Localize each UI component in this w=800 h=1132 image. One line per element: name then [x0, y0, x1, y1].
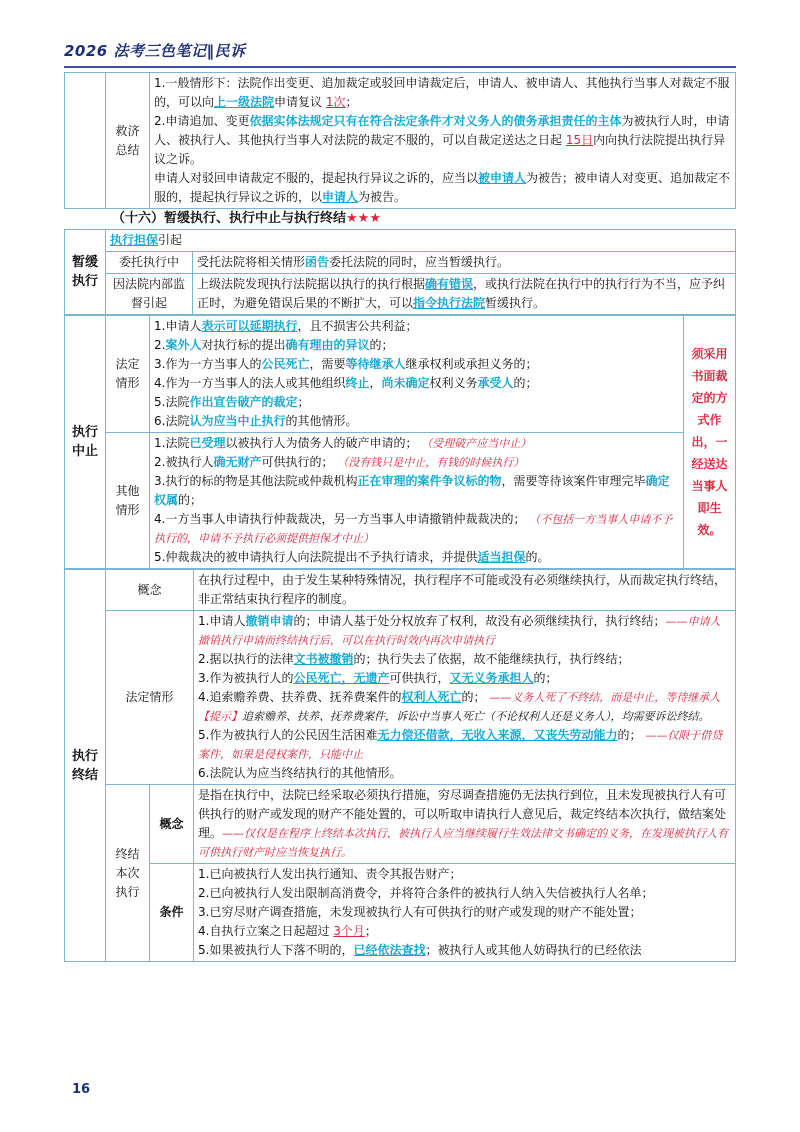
relief-table [64, 72, 736, 209]
suspend-sub-supervise: 因法院内部监督引起 [106, 274, 193, 315]
section-heading: （十六）暂缓执行、执行中止与执行终结★★★ [112, 211, 381, 226]
relief-line-2: 2.申请追加、变更依据实体法规定只有在符合法定条件才对义务人的债务承担责任的主体为被执行人时，申请人、被执行人、其他执行当事人对法院的裁定不服的，可以自裁定送达之日起 15日内向执行法院提出执行异议之诉。 [154, 114, 730, 166]
cond-item: 1.已向被执行人发出执行通知、责令其报告财产； [198, 867, 462, 881]
cond-item: 4.自执行立案之日起超过 3个月； [198, 924, 377, 938]
suspend-table [64, 229, 736, 315]
relief-blank [65, 73, 106, 209]
abort-legal-item: 2.案外人对执行标的提出确有理由的异议的； [154, 338, 394, 352]
terminate-legal-item: 4.追索赡养费、扶养费、抚养费案件的权利人死亡的； ——义务人死了不终结，而是中止，等待继承人 [198, 690, 721, 704]
this-time-concept-body: 是指在执行中，法院已经采取必须执行措施，穷尽调查措施仍无法执行到位，且未发现被执行人有可供执行的财产或发现的财产不能处置的，可以听取申请执行人意见后，裁定终结本次执行，做结案处理。——仅仅是在程序上终结本次执行，被执行人应当继续履行生效法律文书确定的义务，在发现被执行人有可供执行财产时应当恢复执行。 [194, 785, 736, 864]
suspend-row-entrust: 受托法院将相关情形函告委托法院的同时，应当暂缓执行。 [193, 252, 736, 274]
abort-other-item: 4.一方当事人申请执行仲裁裁决，另一方当事人申请撤销仲裁裁决的； （不包括一方当事人申请不予执行的，申请不予执行必须提供担保才中止） [154, 512, 673, 545]
abort-legal-body [150, 316, 684, 433]
terminate-legal-item: 2.据以执行的法律文书被撤销的；执行失去了依据，故不能继续执行，执行终结； [198, 652, 630, 666]
header-title: 2026 法考三色笔记‖民诉 [64, 42, 246, 60]
terminate-legal-item: 5.作为被执行人的公民因生活困难无力偿还借款，无收入来源，又丧失劳动能力的； ——仅限于借贷案件，如果是侵权案件，只能中止 [198, 728, 723, 761]
abort-legal-item: 5.法院作出宣告破产的裁定； [154, 395, 310, 409]
abort-other-label: 其他情形 [106, 433, 150, 569]
page-header [64, 40, 736, 64]
cond-item: 2.已向被执行人发出限制高消费令，并将符合条件的被执行人纳入失信被执行人名单； [198, 886, 654, 900]
terminate-table [64, 569, 736, 962]
suspend-row-supervise: 上级法院发现执行法院据以执行的执行根据确有错误，或执行法院在执行中的执行行为不当，应予纠正时，为避免错误后果的不断扩大，可以指令执行法院暂缓执行。 [193, 274, 736, 315]
suspend-sub-entrust: 委托执行中 [106, 252, 193, 274]
header-rule [64, 66, 736, 68]
terminate-concept-label: 概念 [106, 570, 194, 611]
this-time-concept-label: 概念 [150, 785, 194, 864]
abort-legal-item: 4.作为一方当事人的法人或其他组织终止，尚未确定权利义务承受人的； [154, 376, 538, 390]
suspend-row-guarantee: 执行担保引起 [106, 230, 736, 252]
importance-stars: ★★★ [346, 211, 381, 226]
abort-other-item: 3.执行的标的物是其他法院或仲裁机构正在审理的案件争议标的物，需要等待该案件审理完毕确定权属的； [154, 474, 670, 507]
relief-line-1: 1.一般情形下：法院作出变更、追加裁定或驳回申请裁定后，申请人、被申请人、其他执行当事人对裁定不服的，可以向上一级法院申请复议 1次； [154, 76, 730, 109]
terminate-label: 执行终结 [65, 570, 106, 962]
this-time-label: 终结本次执行 [106, 785, 150, 962]
terminate-legal-item: 1.申请人撤销申请的；申请人基于处分权放弃了权利，故没有必须继续执行，执行终结；——申请人撤销执行申请而终结执行后，可以在执行时效内再次申请执行 [198, 614, 721, 647]
this-time-cond-body [194, 864, 736, 962]
page-number: 16 [72, 1082, 91, 1097]
this-time-cond-label: 条件 [150, 864, 194, 962]
relief-label: 救济总结 [106, 73, 150, 209]
abort-other-body [150, 433, 684, 569]
abort-label: 执行中止 [65, 316, 106, 569]
terminate-legal-label: 法定情形 [106, 611, 194, 785]
terminate-concept-text: 在执行过程中，由于发生某种特殊情况，执行程序不可能或没有必须继续执行，从而裁定执行终结，非正常结束执行程序的制度。 [194, 570, 736, 611]
abort-legal-item: 3.作为一方当事人的公民死亡，需要等待继承人继承权利或承担义务的； [154, 357, 538, 371]
abort-side-note: 须采用书面裁定的方式作出，一经送达当事人即生效。 [684, 316, 736, 569]
abort-other-item: 5.仲裁裁决的被申请执行人向法院提出不予执行请求，并提供适当担保的。 [154, 550, 550, 564]
abort-other-item: 1.法院已受理以被执行人为债务人的破产申请的； （受理破产应当中止） [154, 436, 532, 450]
cond-item: 3.已穷尽财产调查措施，未发现被执行人有可供执行的财产或发现的财产不能处置； [198, 905, 642, 919]
abort-legal-item: 6.法院认为应当中止执行的其他情形。 [154, 414, 358, 428]
notes-content [64, 72, 736, 962]
abort-legal-label: 法定情形 [106, 316, 150, 433]
abort-table [64, 315, 736, 569]
abort-other-item: 2.被执行人确无财产可供执行的； （没有钱只是中止，有钱的时候执行） [154, 455, 525, 469]
terminate-tip: 【提示】追索赡养、扶养、抚养费案件，诉讼中当事人死亡（不论权利人还是义务人），均需要诉讼终结。 [198, 710, 710, 723]
suspend-label: 暂缓执行 [65, 230, 106, 315]
relief-body [150, 73, 736, 209]
terminate-legal-body [194, 611, 736, 785]
abort-legal-item: 1.申请人表示可以延期执行，且不损害公共利益； [154, 319, 418, 333]
terminate-legal-item: 3.作为被执行人的公民死亡，无遗产可供执行，又无义务承担人的； [198, 671, 558, 685]
cond-item: 5.如果被执行人下落不明的，已经依法查找；被执行人或其他人妨碍执行的已经依法 [198, 943, 642, 957]
terminate-legal-item: 6.法院认为应当终结执行的其他情形。 [198, 766, 402, 780]
relief-line-3: 申请人对驳回申请裁定不服的，提起执行异议之诉的，应当以被申请人为被告；被申请人对变更、追加裁定不服的，提起执行异议之诉的，以申请人为被告。 [154, 171, 731, 204]
